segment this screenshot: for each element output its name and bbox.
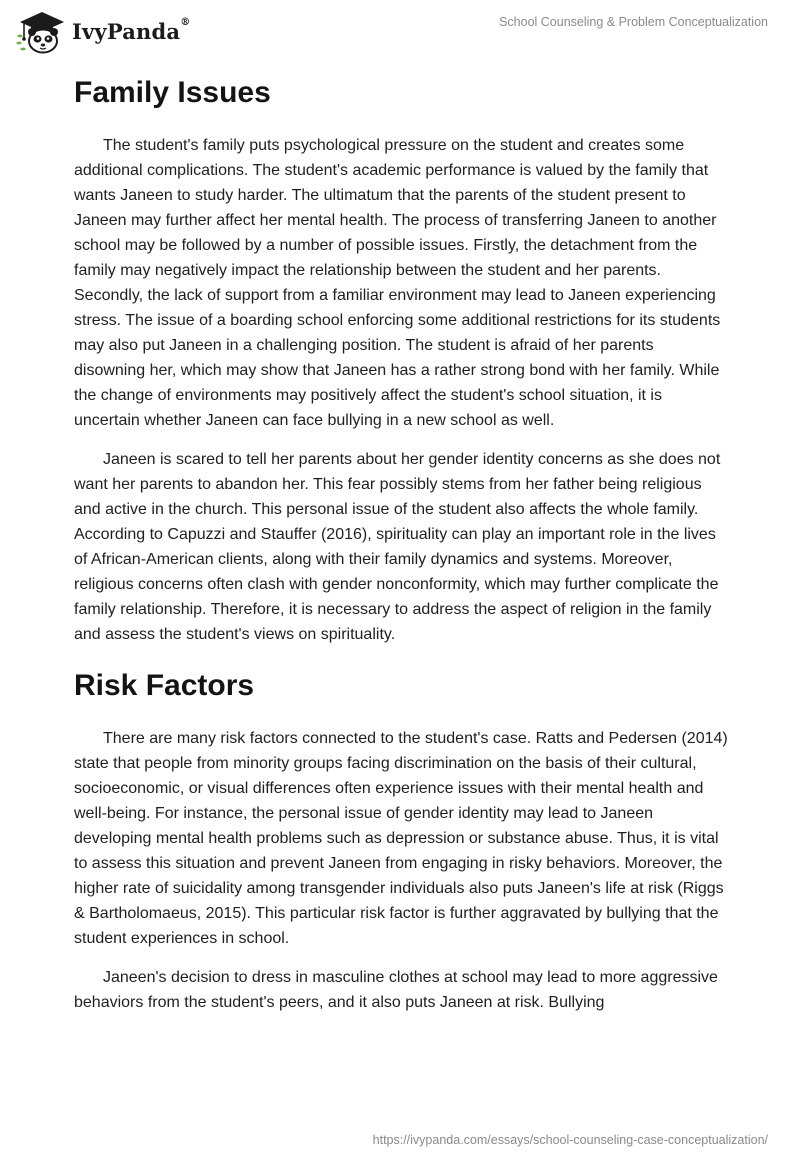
document-title: School Counseling & Problem Conceptualization bbox=[499, 15, 768, 29]
paragraph: Janeen's decision to dress in masculine clothes at school may lead to more aggressive behaviors from the student's peers, and it also puts Janeen at risk. Bullying bbox=[74, 969, 718, 1011]
section-heading: Risk Factors bbox=[74, 669, 255, 702]
page-header bbox=[0, 0, 800, 60]
source-url[interactable]: https://ivypanda.com/essays/school-counseling-case-conceptualization/ bbox=[372, 1133, 768, 1147]
paragraph: Janeen is scared to tell her parents about her gender identity concerns as she does not want her parents to abandon her. This fear possibly stems from her father being religious and active in the church. This personal issue of the student also affects the whole family. According to Capuzzi and Stauffer (2016), spirituality can play an important role in the lives of African-American clients, along with their family dynamics and systems. Moreover, religious concerns often clash with gender nonconformity, which may further complicate the family relationship. Therefore, it is necessary to address the aspect of religion in the family and assess the student's views on spirituality. bbox=[74, 451, 721, 643]
section-heading: Family Issues bbox=[74, 76, 271, 109]
section-risk-factors bbox=[74, 667, 728, 1015]
paragraph: There are many risk factors connected to the student's case. Ratts and Pedersen (2014) state that people from minority groups facing discrimination on the basis of their cultural, socioeconomic, or visual differences often experience issues with their mental health and well-being. For instance, the personal issue of gender identity may lead to Janeen developing mental health problems such as depression or substance abuse. Thus, it is vital to assess this situation and prevent Janeen from engaging in risky behaviors. Moreover, the higher rate of suicidality among transgender individuals also puts Janeen's life at risk (Riggs & Bartholomaeus, 2015). This particular risk factor is further aggravated by bullying that the student experiences in school. bbox=[74, 730, 728, 947]
article-content bbox=[74, 72, 728, 1029]
ivypanda-logo[interactable] bbox=[14, 8, 190, 54]
brand-text: IvyPanda bbox=[72, 18, 181, 44]
registered-mark: ® bbox=[180, 16, 191, 28]
brand-name bbox=[72, 16, 191, 44]
panda-graduate-icon bbox=[14, 8, 66, 54]
paragraph: The student's family puts psychological pressure on the student and creates some additional complications. The student's academic performance is valued by the family that wants Janeen to study harder. The ultimatum that the parents of the student present to Janeen may further affect her mental health. The process of transferring Janeen to another school may be followed by a number of possible issues. Firstly, the detachment from the family may negatively impact the relationship between the student and her parents. Secondly, the lack of support from a familiar environment may lead to Janeen experiencing stress. The issue of a boarding school enforcing some additional restrictions for its students may also put Janeen in a challenging position. The student is afraid of her parents disowning her, which may show that Janeen has a rather strong bond with her family. While the change of environments may positively affect the student's school situation, it is uncertain whether Janeen can face bullying in a new school as well. bbox=[74, 137, 721, 429]
section-family-issues bbox=[74, 74, 728, 647]
